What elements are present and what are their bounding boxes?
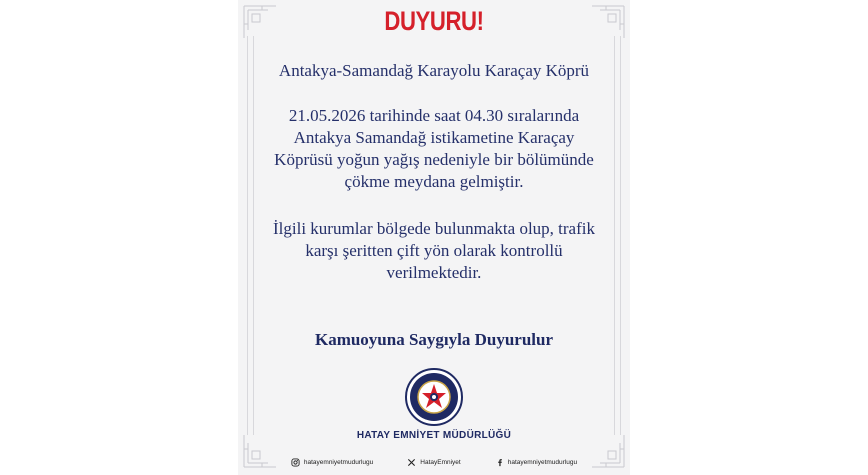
paragraph-line: verilmektedir. — [386, 263, 482, 282]
notice-title: DUYURU! — [384, 6, 484, 36]
notice-paragraph-1 — [268, 105, 600, 193]
paragraph-line: Antakya Samandağ istikametine Karaçay — [293, 128, 575, 147]
paragraph-line: 21.05.2026 tarihinde saat 04.30 sıralarında — [288, 106, 580, 125]
social-handle: hatayemniyetmudurlugu — [303, 459, 374, 466]
social-facebook[interactable] — [495, 458, 577, 467]
social-handle: hatayemniyetmudurlugu — [507, 459, 578, 466]
social-instagram[interactable] — [291, 458, 373, 467]
social-handle: HatayEmniyet — [420, 459, 461, 466]
paragraph-line: Köprüsü yoğun yağış nedeniyle bir bölümünde — [274, 150, 594, 169]
social-footer — [238, 458, 630, 467]
facebook-icon — [495, 458, 504, 467]
paragraph-line: İlgili kurumlar bölgede bulunmakta olup, trafik — [273, 219, 595, 238]
left-border-line — [247, 36, 248, 435]
x-icon — [407, 458, 416, 467]
left-border-line — [253, 36, 254, 435]
notice-poster — [238, 0, 630, 475]
instagram-icon — [291, 458, 300, 467]
social-x[interactable] — [407, 458, 460, 467]
police-emblem-icon — [404, 367, 464, 427]
closing-line: Kamuoyuna Saygıyla Duyurulur — [314, 330, 554, 349]
organization-name: HATAY EMNİYET MÜDÜRLÜĞÜ — [356, 430, 512, 441]
paragraph-line: karşı şeritten çift yön olarak kontrollü — [305, 241, 563, 260]
right-border-line — [620, 36, 621, 435]
paragraph-line: çökme meydana gelmiştir. — [344, 172, 524, 191]
notice-paragraph-2 — [268, 218, 600, 284]
right-border-line — [614, 36, 615, 435]
notice-subject: Antakya-Samandağ Karayolu Karaçay Köprü — [278, 61, 590, 80]
